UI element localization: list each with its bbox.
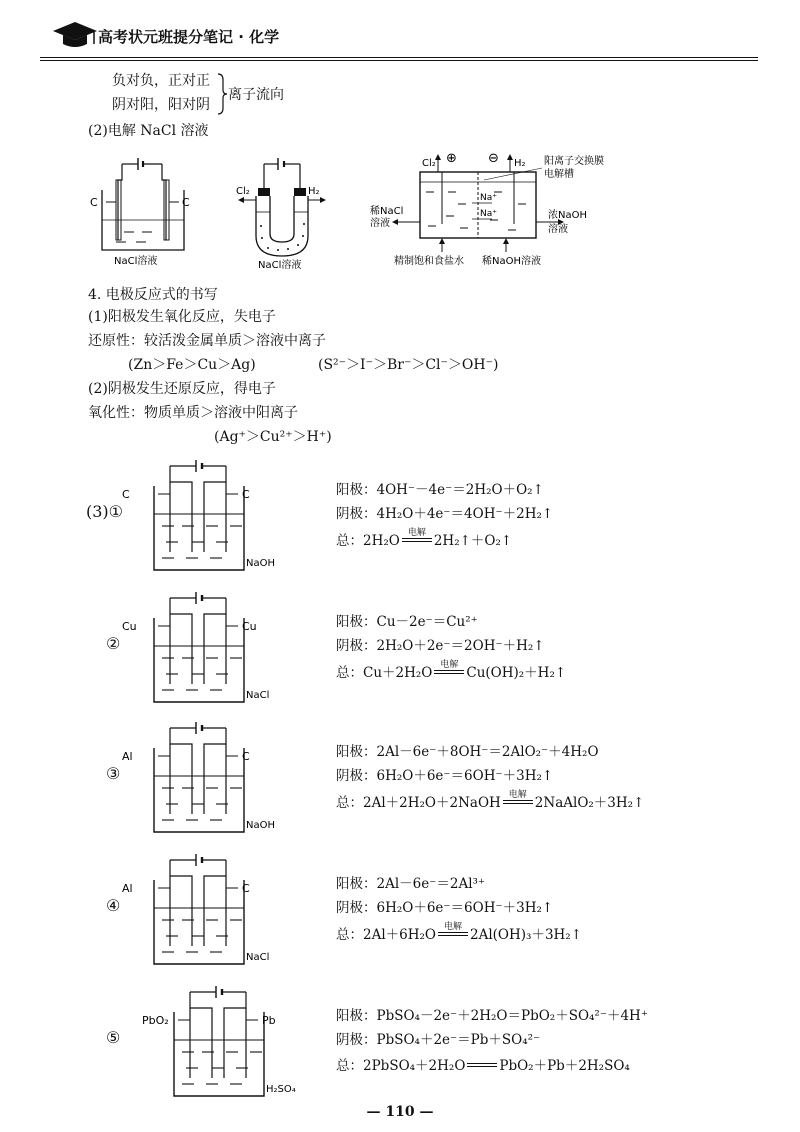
- right-electrode-label: C: [242, 882, 250, 895]
- fig3-membrane-label2: 电解槽: [544, 169, 574, 180]
- fig3-ion1: Na⁺: [480, 193, 497, 203]
- total-right: 2NaAlO₂＋3H₂↑: [534, 795, 645, 811]
- total-left: 总：2Al＋6H₂O: [336, 927, 436, 943]
- fig1-left-electrode: C: [90, 196, 98, 209]
- anion-order: (S²⁻＞I⁻＞Br⁻＞Cl⁻＞OH⁻): [318, 357, 499, 373]
- electrolysis-cell-diagram: [120, 850, 280, 980]
- total-equation: [336, 790, 644, 811]
- left-electrode-label: Cu: [122, 620, 137, 633]
- total-equation: [336, 660, 566, 681]
- reaction-arrow: [402, 528, 432, 549]
- reaction-arrow: [467, 1063, 497, 1074]
- electrolysis-cell-diagram: [120, 456, 280, 586]
- left-electrode-label: Al: [122, 882, 133, 895]
- cathode-equation: 阴极：6H₂O＋6e⁻＝6OH⁻＋3H₂↑: [336, 768, 554, 784]
- anode-equation: 阳极：PbSO₄－2e⁻＋2H₂O＝PbO₂＋SO₄²⁻＋4H⁺: [336, 1008, 648, 1024]
- diagram-nacl-beaker: [88, 150, 198, 270]
- right-electrode-label: C: [242, 750, 250, 763]
- electrolysis-cell-diagram: [120, 718, 280, 848]
- solution-label: NaCl: [246, 690, 270, 701]
- reducing-order-title: 还原性：较活泼金属单质＞溶液中离子: [88, 333, 326, 349]
- right-electrode-label: Cu: [242, 620, 257, 633]
- solution-label: NaCl: [246, 952, 270, 963]
- reaction-condition: 电解: [508, 790, 527, 800]
- oxidizing-order-title: 氧化性：物质单质＞溶液中阳离子: [88, 405, 298, 421]
- fig3-bottom-in-right: 稀NaOH溶液: [482, 256, 541, 267]
- example-marker: ③: [106, 764, 121, 783]
- reaction-condition: 电解: [443, 922, 462, 932]
- total-right: 2H₂↑＋O₂↑: [433, 533, 513, 549]
- electrolysis-cell-diagram: [140, 982, 300, 1112]
- fig3-minus: ⊖: [488, 151, 499, 166]
- header-rule-thin: [40, 60, 758, 61]
- fig2-solution: NaCl溶液: [258, 260, 302, 270]
- total-left: 总：Cu＋2H₂O: [336, 665, 433, 681]
- total-left: 总：2PbSO₄＋2H₂O: [336, 1058, 466, 1074]
- total-left: 总：2Al＋2H₂O＋2NaOH: [336, 795, 501, 811]
- anode-rule: (1)阳极发生氧化反应，失电子: [88, 309, 276, 325]
- example-marker: (3)①: [86, 502, 124, 521]
- anode-equation: 阳极：4OH⁻－4e⁻＝2H₂O＋O₂↑: [336, 482, 544, 498]
- left-electrode-label: PbO₂: [142, 1014, 169, 1027]
- header-rule: [40, 57, 758, 58]
- graduation-cap-icon: [52, 20, 98, 50]
- fig3-ion2: Na⁺: [480, 209, 497, 219]
- fig3-membrane-label1: 阳离子交换膜: [544, 156, 604, 167]
- total-right: Cu(OH)₂＋H₂↑: [466, 665, 567, 681]
- total-equation: [336, 922, 582, 943]
- solution-label: NaOH: [246, 558, 275, 569]
- anode-equation: 阳极：2Al－6e⁻＋8OH⁻＝2AlO₂⁻＋4H₂O: [336, 744, 599, 760]
- cathode-rule: (2)阴极发生还原反应，得电子: [88, 381, 276, 397]
- electrolysis-cell-diagram: [120, 588, 280, 718]
- diagram-nacl-u-tube: [228, 150, 338, 270]
- page-number: — 110 —: [366, 1104, 434, 1120]
- flow-rule-line2: 阴对阳，阳对阴: [112, 97, 210, 113]
- fig2-right-gas: H₂: [308, 186, 320, 197]
- fig3-left-gas: Cl₂: [422, 158, 436, 169]
- example-marker: ⑤: [106, 1028, 121, 1047]
- fig3-right-out1: 浓NaOH: [548, 210, 587, 221]
- cathode-equation: 阴极：6H₂O＋6e⁻＝6OH⁻＋3H₂↑: [336, 900, 554, 916]
- cation-order: (Ag⁺＞Cu²⁺＞H⁺): [214, 429, 332, 445]
- metal-order: (Zn＞Fe＞Cu＞Ag): [128, 357, 256, 373]
- right-electrode-label: C: [242, 488, 250, 501]
- section4-heading: 4. 电极反应式的书写: [88, 287, 218, 303]
- example-marker: ④: [106, 896, 121, 915]
- total-equation: [336, 1054, 630, 1074]
- fig3-right-out2: 溶液: [548, 224, 568, 235]
- left-electrode-label: C: [122, 488, 130, 501]
- fig3-right-gas: H₂: [514, 158, 526, 169]
- anode-equation: 阳极：2Al－6e⁻＝2Al³⁺: [336, 876, 486, 892]
- reaction-arrow: [434, 660, 464, 681]
- right-electrode-label: Pb: [262, 1014, 276, 1027]
- total-equation: [336, 528, 512, 549]
- flow-rule-line1: 负对负，正对正: [112, 73, 210, 89]
- cathode-equation: 阴极：2H₂O＋2e⁻＝2OH⁻＋H₂↑: [336, 638, 545, 654]
- left-electrode-label: Al: [122, 750, 133, 763]
- reaction-condition: 电解: [407, 528, 426, 538]
- solution-label: NaOH: [246, 820, 275, 831]
- example-marker: ②: [106, 634, 121, 653]
- diagram-membrane-cell: [368, 146, 608, 270]
- anode-equation: 阳极：Cu－2e⁻＝Cu²⁺: [336, 614, 478, 630]
- solution-label: H₂SO₄: [266, 1084, 296, 1095]
- fig3-left-out1: 稀NaCl: [370, 206, 404, 217]
- section-nacl-heading: (2)电解 NaCl 溶液: [88, 123, 209, 139]
- total-right: 2Al(OH)₃＋3H₂↑: [470, 927, 583, 943]
- total-left: 总：2H₂O: [336, 533, 400, 549]
- fig3-left-out2: 溶液: [370, 218, 390, 229]
- cathode-equation: 阴极：4H₂O＋4e⁻＝4OH⁻＋2H₂↑: [336, 506, 554, 522]
- total-right: PbO₂＋Pb＋2H₂SO₄: [499, 1058, 630, 1074]
- cathode-equation: 阴极：PbSO₄＋2e⁻＝Pb＋SO₄²⁻: [336, 1032, 541, 1048]
- reaction-arrow: [503, 790, 533, 811]
- fig1-solution: NaCl溶液: [114, 256, 158, 267]
- reaction-arrow: [438, 922, 468, 943]
- header-title: 高考状元班提分笔记 · 化学: [98, 28, 280, 46]
- reaction-condition: 电解: [440, 660, 459, 670]
- brace-icon: [216, 72, 228, 116]
- fig1-right-electrode: C: [182, 196, 190, 209]
- fig3-bottom-in-left: 精制饱和食盐水: [394, 256, 464, 267]
- fig3-plus: ⊕: [446, 151, 457, 166]
- fig2-left-gas: Cl₂: [236, 186, 250, 197]
- flow-rule-label: 离子流向: [228, 87, 284, 103]
